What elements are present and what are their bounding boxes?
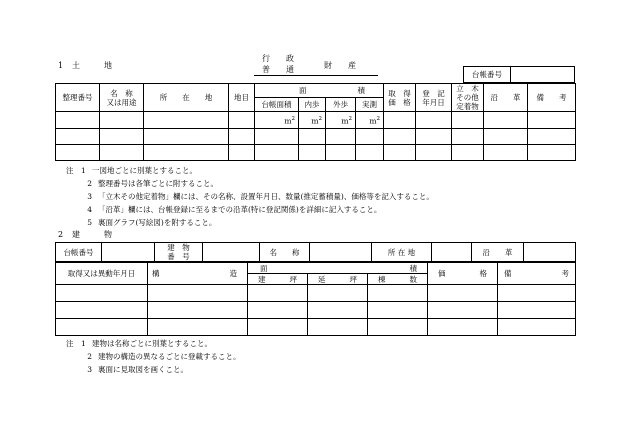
unit-sup: 2 xyxy=(291,115,295,122)
cell[interactable] xyxy=(248,319,308,336)
header-ryuboku-2: その他 xyxy=(456,93,479,103)
cell[interactable] xyxy=(248,302,308,319)
header-shutoku-kakaku-1: 取 得 xyxy=(388,88,411,98)
cell[interactable] xyxy=(384,112,416,128)
cell[interactable] xyxy=(356,128,384,144)
note-line: 5 裏面グラフ(写絵図)を附すること。 xyxy=(87,218,217,227)
note-line: 2 建物の構造の異なるごとに登載すること。 xyxy=(87,352,241,361)
header-price-2: 格 xyxy=(479,269,488,278)
property-type-asset: 財 産 xyxy=(324,61,356,70)
note-line: 3 「立木その他定着物」欄には、その名称、設置年月日、数量(推定蓄積量)、価格等を記入すること。 xyxy=(87,192,434,201)
cell[interactable] xyxy=(148,319,248,336)
cell[interactable] xyxy=(384,128,416,144)
cell[interactable] xyxy=(528,128,576,144)
header-building-area-1: 建 xyxy=(258,274,266,284)
unit-label: m xyxy=(341,116,349,126)
header-menseki xyxy=(255,84,384,98)
section1-heading-title-2: 地 xyxy=(104,61,112,70)
cell[interactable] xyxy=(56,112,100,128)
building-number-field[interactable] xyxy=(203,243,260,262)
header-area-2: 積 xyxy=(409,263,418,273)
title-underline xyxy=(254,75,378,76)
cell[interactable] xyxy=(100,144,144,160)
cell[interactable] xyxy=(368,285,428,302)
cell[interactable] xyxy=(452,128,484,144)
cell[interactable] xyxy=(528,144,576,160)
cell[interactable] xyxy=(356,144,384,160)
note-line: 3 裏面に見取図を画くこと。 xyxy=(87,365,188,374)
header-structure-2: 造 xyxy=(229,269,237,278)
header-ryuboku xyxy=(452,84,484,112)
cell[interactable] xyxy=(56,302,148,319)
building-number-1: 建 物 xyxy=(167,243,190,252)
header-chimoku: 地目 xyxy=(229,84,255,112)
header-area-1: 面 xyxy=(260,263,268,273)
building-number-2: 番 号 xyxy=(167,252,190,261)
header-ryuboku-1: 立 木 xyxy=(456,84,479,94)
cell[interactable] xyxy=(384,144,416,160)
unit-label: m xyxy=(284,116,292,126)
header-daicho-menseki: 台帳面積 xyxy=(255,98,299,112)
cell[interactable] xyxy=(484,128,528,144)
section2-heading-title-1: 建 xyxy=(72,230,80,239)
building-name-field[interactable] xyxy=(310,243,372,262)
table-row xyxy=(56,112,576,128)
header-floor-area xyxy=(308,274,368,285)
property-type-general: 普 通 xyxy=(262,65,294,74)
unit-label: m xyxy=(311,116,319,126)
cell[interactable] xyxy=(255,128,299,144)
section1-heading-title-1: 土 xyxy=(72,61,80,70)
header-menseki-1: 面 xyxy=(299,86,307,96)
header-remarks xyxy=(498,263,576,285)
cell[interactable] xyxy=(248,285,308,302)
unit-sup: 2 xyxy=(318,115,322,122)
header-floor-area-1: 延 xyxy=(318,274,326,284)
section2-heading-title-2: 物 xyxy=(104,230,112,239)
section1-ledger-number-field[interactable] xyxy=(511,67,575,83)
unit-cell[interactable] xyxy=(326,112,356,128)
unit-sup: 2 xyxy=(348,115,352,122)
header-remarks-1: 備 xyxy=(504,269,512,278)
header-building-area xyxy=(248,274,308,285)
cell[interactable] xyxy=(528,112,576,128)
header-biko: 備 考 xyxy=(528,84,576,112)
header-remarks-2: 考 xyxy=(561,269,570,278)
building-location-field[interactable] xyxy=(432,243,472,262)
cell[interactable] xyxy=(229,128,255,144)
note-line: 2 整理番号は各筆ごとに附すること。 xyxy=(87,179,218,188)
header-structure xyxy=(148,263,248,285)
property-type-admin: 行 政 xyxy=(262,54,294,63)
cell[interactable] xyxy=(100,128,144,144)
cell[interactable] xyxy=(229,144,255,160)
cell[interactable] xyxy=(100,112,144,128)
cell[interactable] xyxy=(308,285,368,302)
cell[interactable] xyxy=(452,144,484,160)
header-seiri-bangou: 整理番号 xyxy=(56,84,100,112)
cell[interactable] xyxy=(428,302,498,319)
header-toki-1: 登 記 xyxy=(422,88,445,98)
unit-label: m xyxy=(369,116,377,126)
cell[interactable] xyxy=(416,128,452,144)
cell[interactable] xyxy=(56,285,148,302)
header-jissoku: 実測 xyxy=(356,98,384,112)
header-acquisition-date: 取得又は異動年月日 xyxy=(56,263,148,285)
cell[interactable] xyxy=(299,144,326,160)
cell[interactable] xyxy=(308,302,368,319)
header-toki xyxy=(416,84,452,112)
cell[interactable] xyxy=(144,128,229,144)
cell[interactable] xyxy=(56,319,148,336)
section1-notes xyxy=(66,166,434,228)
header-shutoku-kakaku xyxy=(384,84,416,112)
header-floors-2: 数 xyxy=(409,274,418,284)
note-line: 4 「沿革」欄には、台帳登録に至るまでの沿革(特に登記関係)を詳細に記入すること。 xyxy=(87,205,382,214)
cell[interactable] xyxy=(148,302,248,319)
note-line: 注 1 建物は名称ごとに別葉とすること。 xyxy=(66,339,212,348)
building-name-label: 名 称 xyxy=(260,243,310,262)
cell[interactable] xyxy=(498,285,576,302)
table-row xyxy=(56,319,576,336)
table-row xyxy=(56,302,576,319)
header-floors xyxy=(368,274,428,285)
cell[interactable] xyxy=(368,319,428,336)
unit-cell[interactable] xyxy=(356,112,384,128)
section2-ledger-number-field[interactable] xyxy=(102,243,155,262)
header-meisho-line1: 名 称 xyxy=(110,88,133,98)
unit-cell[interactable] xyxy=(299,112,326,128)
unit-sup: 2 xyxy=(376,115,380,122)
header-toki-2: 年月日 xyxy=(422,97,445,107)
header-shutoku-kakaku-2: 価 格 xyxy=(388,97,411,107)
note-line: 注 1 一図地ごとに別葉とすること。 xyxy=(66,166,197,175)
header-meisho-line2: 又は用途 xyxy=(106,97,137,107)
header-sotobu: 外歩 xyxy=(326,98,356,112)
table-row xyxy=(56,128,576,144)
cell[interactable] xyxy=(308,319,368,336)
building-history-label: 沿 革 xyxy=(472,243,524,262)
header-ryuboku-3: 定着物 xyxy=(456,102,479,112)
building-location-label: 所 在 地 xyxy=(372,243,432,262)
header-floors-1: 棟 xyxy=(378,274,386,284)
cell[interactable] xyxy=(416,144,452,160)
cell[interactable] xyxy=(368,302,428,319)
header-structure-1: 構 xyxy=(152,269,160,278)
cell[interactable] xyxy=(326,144,356,160)
header-meisho xyxy=(100,84,144,112)
cell[interactable] xyxy=(326,128,356,144)
header-shozaichi: 所 在 地 xyxy=(144,84,229,112)
cell[interactable] xyxy=(428,285,498,302)
section1-heading-number: 1 xyxy=(58,61,64,70)
cell[interactable] xyxy=(144,112,229,128)
section1-ledger-number-label: 台帳番号 xyxy=(464,67,511,83)
header-floor-area-2: 坪 xyxy=(349,274,357,284)
cell[interactable] xyxy=(56,144,100,160)
land-table xyxy=(55,83,576,161)
cell[interactable] xyxy=(299,128,326,144)
unit-cell[interactable] xyxy=(255,112,299,128)
section2-notes xyxy=(66,339,241,375)
section2-ledger-number-label: 台帳番号 xyxy=(56,243,102,262)
cell[interactable] xyxy=(56,128,100,144)
cell[interactable] xyxy=(416,112,452,128)
cell[interactable] xyxy=(498,302,576,319)
table-row xyxy=(56,285,576,302)
header-enkaku: 沿 革 xyxy=(484,84,528,112)
section2-heading-number: 2 xyxy=(58,230,64,239)
table-row xyxy=(56,144,576,160)
cell[interactable] xyxy=(484,144,528,160)
section1-ledger-number-box xyxy=(463,66,575,83)
header-uchibu: 内歩 xyxy=(299,98,326,112)
cell[interactable] xyxy=(148,285,248,302)
cell[interactable] xyxy=(428,319,498,336)
cell[interactable] xyxy=(144,144,229,160)
cell[interactable] xyxy=(229,112,255,128)
building-table xyxy=(55,262,576,336)
building-number-label xyxy=(155,243,203,262)
header-area xyxy=(248,263,428,274)
cell[interactable] xyxy=(452,112,484,128)
header-price xyxy=(428,263,498,285)
header-menseki-2: 積 xyxy=(357,86,365,96)
cell[interactable] xyxy=(255,144,299,160)
cell[interactable] xyxy=(498,319,576,336)
building-history-field[interactable] xyxy=(524,243,576,262)
header-building-area-2: 坪 xyxy=(289,274,297,284)
building-info-bar xyxy=(55,242,576,262)
cell[interactable] xyxy=(484,112,528,128)
header-price-1: 価 xyxy=(438,269,446,278)
